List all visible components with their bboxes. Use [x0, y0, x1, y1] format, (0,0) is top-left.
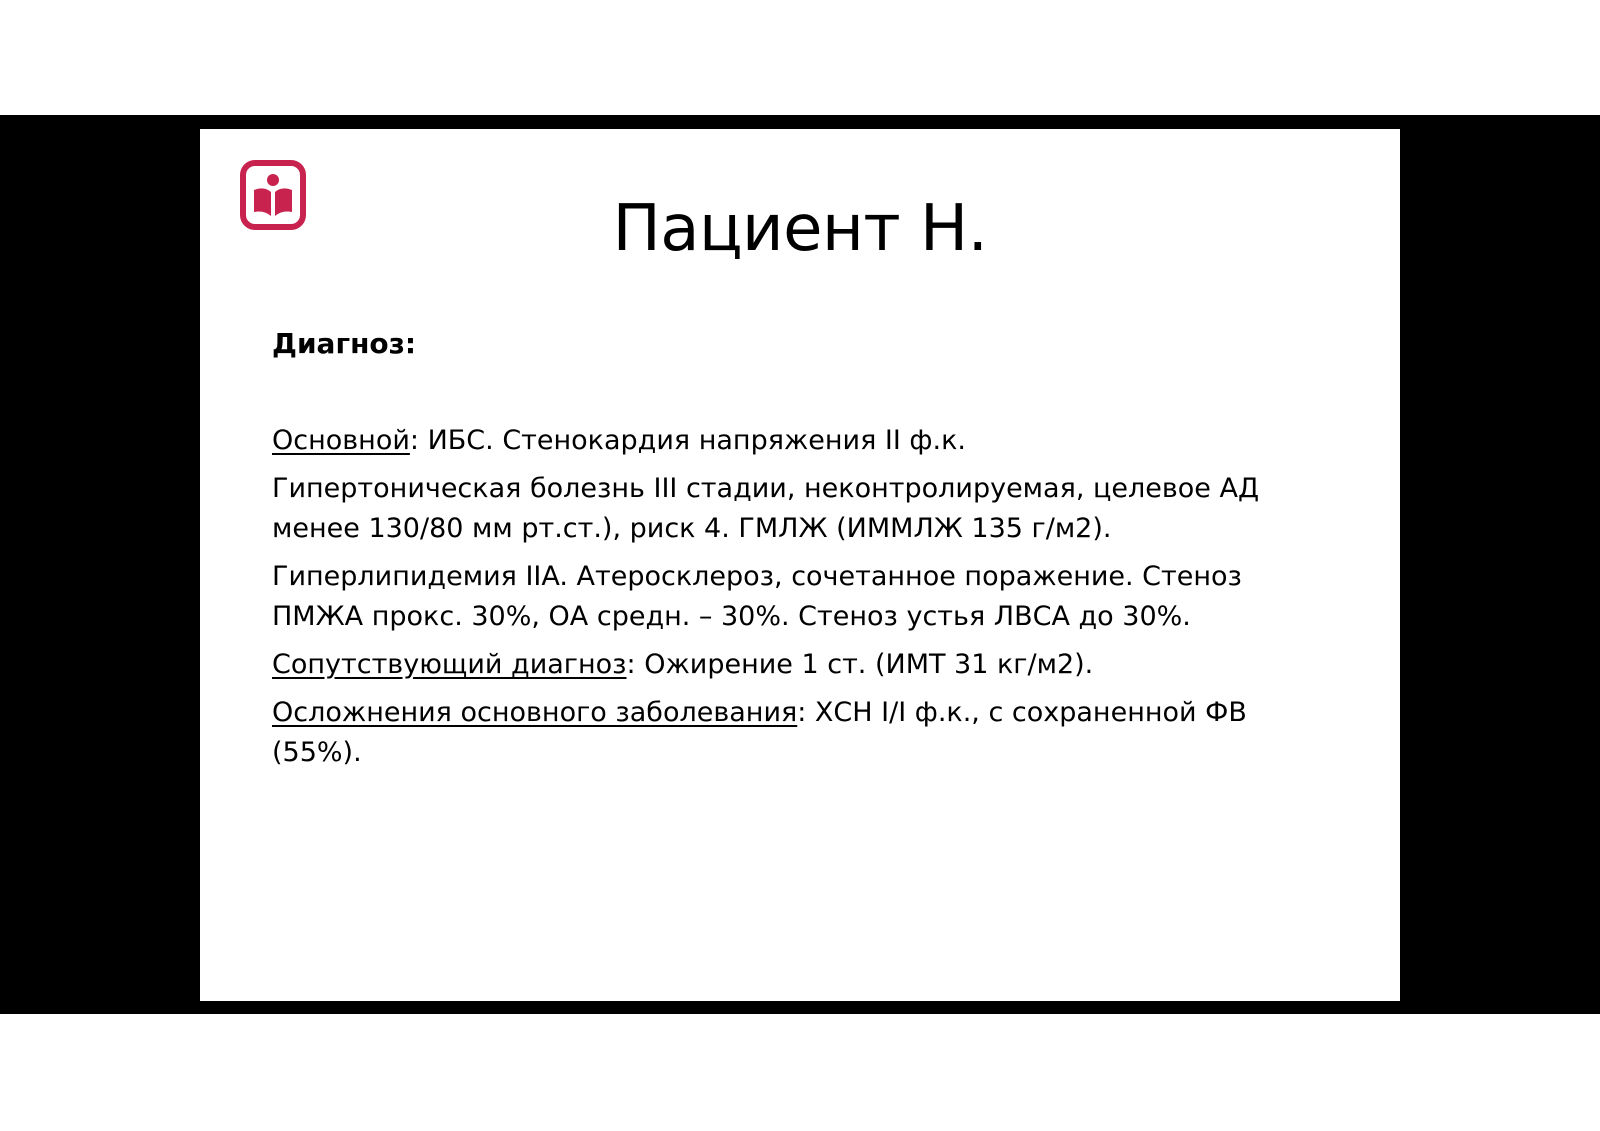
slide-title: Пациент Н. [612, 192, 988, 266]
diagnosis-paragraph-main [272, 421, 1292, 461]
diagnosis-label: Осложнения основного заболевания [272, 697, 798, 728]
diagnosis-text: Гиперлипидемия IIA. Атеросклероз, сочетанное поражение. Стеноз ПМЖА прокс. 30%, ОА средн. – 30%. Стеноз устья ЛВСА до 30%. [272, 561, 1242, 632]
diagnosis-text: : ИБС. Стенокардия напряжения II ф.к. [409, 425, 966, 456]
diagnosis-paragraph-complications [272, 693, 1292, 773]
diagnosis-heading: Диагноз: [272, 327, 417, 360]
diagnosis-label: Основной [272, 425, 410, 456]
diagnosis-text: : Ожирение 1 ст. (ИМТ 31 кг/м2). [626, 649, 1094, 680]
diagnosis-text: Гипертоническая болезнь III стадии, неконтролируемая, целевое АД менее 130/80 мм рт.ст.), риск 4. ГМЛЖ (ИММЛЖ 135 г/м2). [272, 473, 1260, 544]
diagnosis-text: : ХСН I/I ф.к., с сохраненной ФВ (55%). [272, 697, 1247, 768]
diagnosis-label: Сопутствующий диагноз [272, 649, 627, 680]
diagnosis-paragraph-hyperlipidemia [272, 557, 1292, 637]
diagnosis-paragraph-concomitant [272, 645, 1292, 685]
slide [200, 129, 1400, 1001]
diagnosis-body [272, 421, 1292, 781]
diagnosis-paragraph-hypertension [272, 469, 1292, 549]
